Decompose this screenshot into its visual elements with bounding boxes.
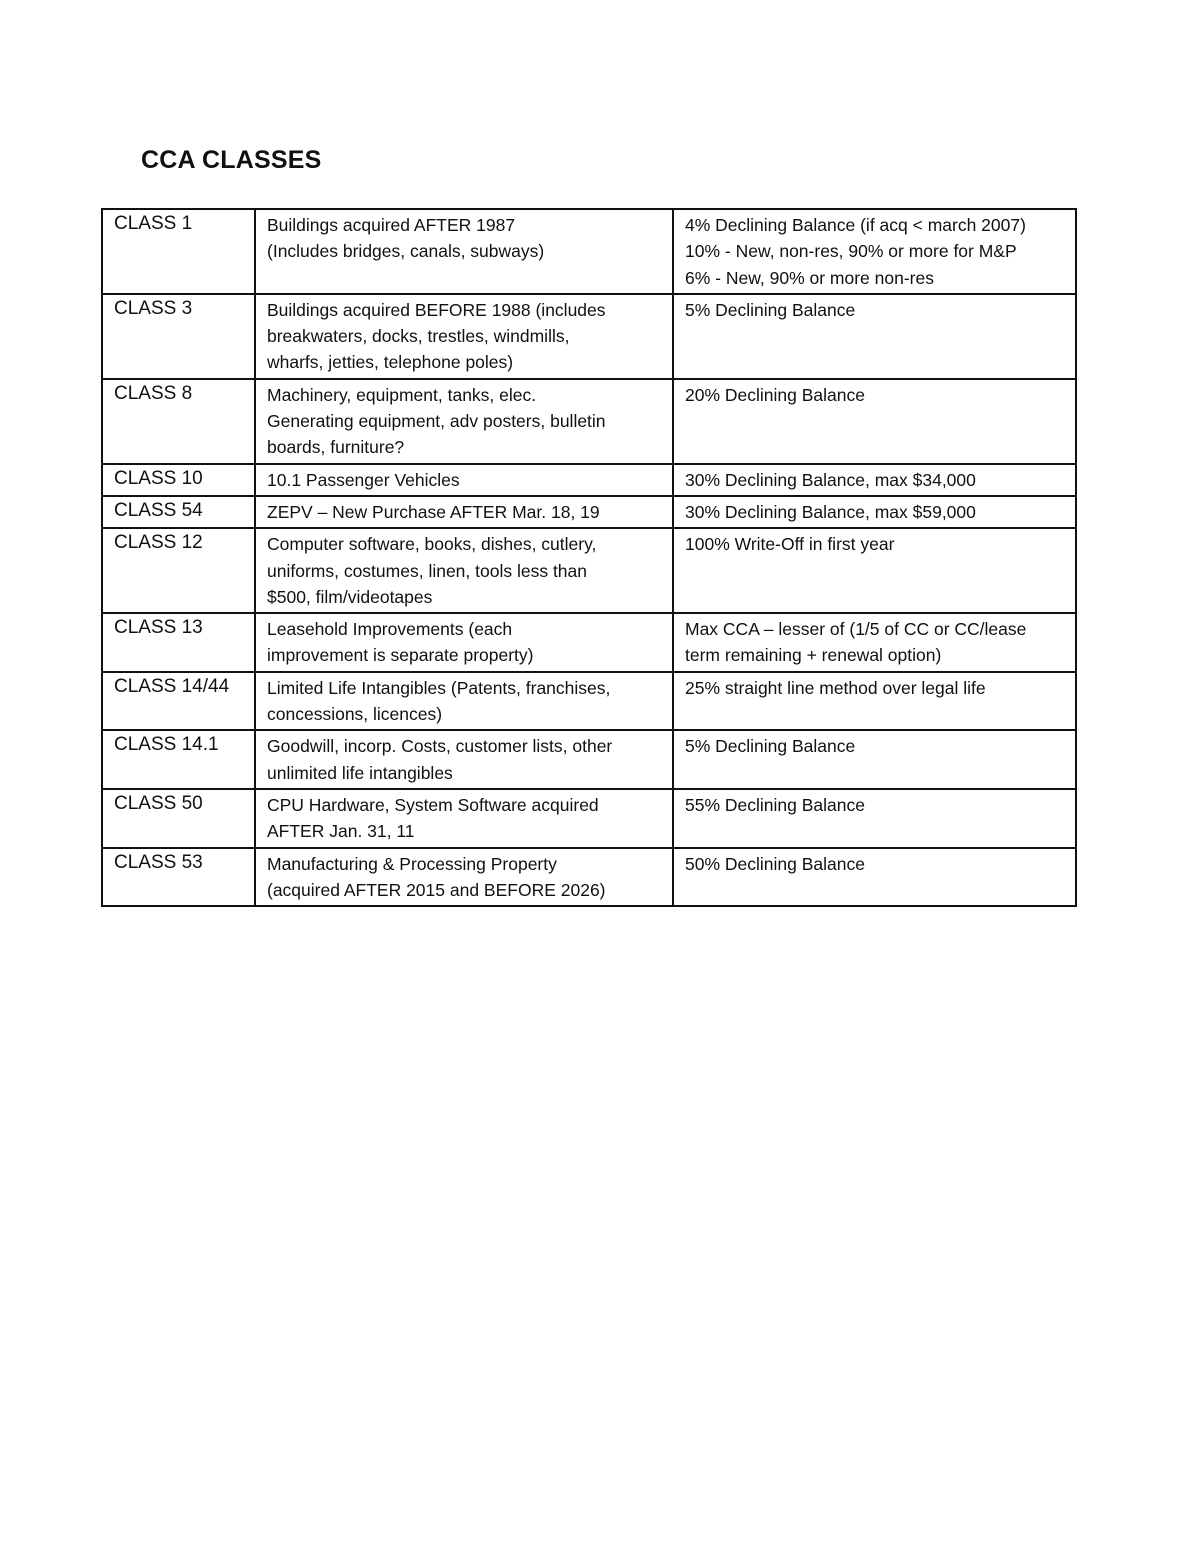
table-row — [102, 848, 1076, 907]
class-cell — [102, 294, 255, 379]
class-cell — [102, 528, 255, 613]
table-row — [102, 379, 1076, 464]
page-title: CCA CLASSES — [141, 146, 322, 174]
table-row — [102, 789, 1076, 848]
rate-line: term remaining + renewal option) — [685, 645, 942, 666]
description-cell — [255, 209, 673, 294]
rate-cell — [673, 672, 1076, 731]
class-label: CLASS 54 — [114, 499, 203, 521]
rate-cell — [673, 528, 1076, 613]
table-row — [102, 613, 1076, 672]
class-cell — [102, 209, 255, 294]
rate-cell — [673, 294, 1076, 379]
description-line: Generating equipment, adv posters, bulletin — [267, 411, 606, 432]
rate-line: 4% Declining Balance (if acq < march 2007) — [685, 215, 1026, 235]
description-line: (Includes bridges, canals, subways) — [267, 241, 545, 262]
class-label: CLASS 8 — [114, 382, 193, 404]
description-line: concessions, licences) — [267, 704, 443, 725]
table-row — [102, 209, 1076, 294]
description-cell — [255, 528, 673, 613]
rate-line: 30% Declining Balance, max $59,000 — [685, 501, 976, 522]
description-cell — [255, 613, 673, 672]
rate-line: 10% - New, non-res, 90% or more for M&P — [685, 241, 1017, 262]
class-label: CLASS 13 — [114, 617, 203, 639]
class-cell — [102, 672, 255, 731]
class-cell — [102, 730, 255, 789]
class-cell — [102, 379, 255, 464]
class-cell — [102, 789, 255, 848]
description-line: Buildings acquired AFTER 1987 — [267, 215, 516, 235]
description-line: Limited Life Intangibles (Patents, franchises, — [267, 677, 611, 698]
class-label: CLASS 14/44 — [114, 675, 230, 697]
class-cell — [102, 464, 255, 496]
table-row — [102, 528, 1076, 613]
class-label: CLASS 3 — [114, 297, 193, 319]
description-line: improvement is separate property) — [267, 645, 534, 666]
description-line: AFTER Jan. 31, 11 — [267, 821, 415, 842]
rate-cell — [673, 209, 1076, 294]
description-line: Goodwill, incorp. Costs, customer lists, other — [267, 736, 613, 757]
class-label: CLASS 50 — [114, 792, 203, 814]
description-line: 10.1 Passenger Vehicles — [267, 469, 460, 490]
class-label: CLASS 12 — [114, 532, 203, 554]
description-line: uniforms, costumes, linen, tools less than — [267, 560, 588, 581]
rate-line: 30% Declining Balance, max $34,000 — [685, 469, 976, 490]
description-line: Manufacturing & Processing Property — [267, 853, 557, 874]
class-label: CLASS 14.1 — [114, 734, 219, 756]
class-cell — [102, 848, 255, 907]
description-line: wharfs, jetties, telephone poles) — [267, 352, 514, 373]
description-line: $500, film/videotapes — [267, 586, 433, 607]
class-label: CLASS 10 — [114, 467, 203, 489]
rate-line: 25% straight line method over legal life — [685, 677, 986, 698]
rate-cell — [673, 848, 1076, 907]
description-cell — [255, 496, 673, 528]
description-cell — [255, 379, 673, 464]
description-line: unlimited life intangibles — [267, 762, 453, 783]
table-row — [102, 672, 1076, 731]
table-row — [102, 730, 1076, 789]
rate-line: 50% Declining Balance — [685, 853, 865, 874]
class-label: CLASS 1 — [114, 213, 193, 234]
description-line: breakwaters, docks, trestles, windmills, — [267, 326, 570, 347]
description-cell — [255, 672, 673, 731]
rate-line: 100% Write-Off in first year — [685, 534, 895, 555]
class-cell — [102, 496, 255, 528]
rate-cell — [673, 730, 1076, 789]
table-row — [102, 294, 1076, 379]
description-line: Buildings acquired BEFORE 1988 (includes — [267, 299, 606, 320]
description-cell — [255, 789, 673, 848]
rate-cell — [673, 379, 1076, 464]
rate-cell — [673, 464, 1076, 496]
rate-line: 55% Declining Balance — [685, 794, 865, 815]
rate-line: 5% Declining Balance — [685, 736, 856, 757]
rate-line: Max CCA – lesser of (1/5 of CC or CC/lease — [685, 619, 1027, 640]
description-line: boards, furniture? — [267, 437, 405, 458]
description-cell — [255, 464, 673, 496]
rate-cell — [673, 496, 1076, 528]
description-line: (acquired AFTER 2015 and BEFORE 2026) — [267, 879, 606, 900]
table-row — [102, 464, 1076, 496]
description-line: ZEPV – New Purchase AFTER Mar. 18, 19 — [267, 501, 600, 522]
table-row — [102, 496, 1076, 528]
class-cell — [102, 613, 255, 672]
rate-line: 20% Declining Balance — [685, 384, 865, 405]
description-line: Machinery, equipment, tanks, elec. — [267, 384, 537, 405]
description-line: CPU Hardware, System Software acquired — [267, 794, 599, 815]
rate-line: 6% - New, 90% or more non-res — [685, 267, 934, 288]
description-line: Computer software, books, dishes, cutlery, — [267, 534, 597, 555]
rate-cell — [673, 789, 1076, 848]
class-label: CLASS 53 — [114, 851, 203, 873]
description-line: Leasehold Improvements (each — [267, 619, 513, 640]
description-cell — [255, 294, 673, 379]
rate-line: 5% Declining Balance — [685, 299, 856, 320]
rate-cell — [673, 613, 1076, 672]
description-cell — [255, 848, 673, 907]
description-cell — [255, 730, 673, 789]
cca-classes-table — [101, 208, 1077, 907]
